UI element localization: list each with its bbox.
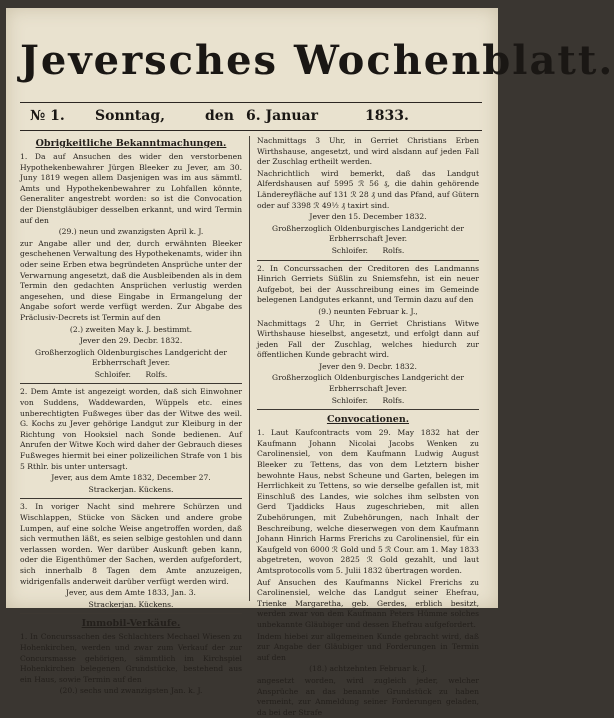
notice-signature: Schloifer. Rolfs. [94,369,168,379]
section-heading: Obrigkeitliche Bekanntmachungen. [35,138,227,149]
dateline-rule [20,130,482,131]
left-column [20,136,242,696]
notice-term: (29.) neun und zwanzigsten April k. J. [58,227,204,237]
notice-paragraph: Nachrichtlich wird bemerkt, daß das Landgut Alferdshausen auf 5995 ℛ 56 ₰, die dahin gehörende Ländereyfläche auf 131 ℛ 28 ₰ und das Pfand, auf Gütern oder auf 3398 ℛ 49½ ₰ taxirt sind. [257,168,479,210]
notice-date: Jever den 9. Decbr. 1832. [319,361,417,371]
notice-date: Jever, aus dem Amte 1832, December 27. [51,473,211,483]
notice-term: (18.) achtzehnten Februar k. J. [309,664,427,674]
separator [20,383,242,384]
separator [20,498,242,499]
notice-paragraph: 2. In Concurssachen der Creditoren des Landmanns Hinrich Gerriets Süßlin zu Sniemsfehn, ist ein neuer Aufgebot, bei der Ausschreibung eines im Gemeinde belegenen Landgutes erkannt, und Termin dazu auf den [257,263,479,305]
notice-paragraph: 1. Laut Kaufcontracts vom 29. May 1832 hat der Kaufmann Johann Nicolai Jacobs Wenken zu Carolinensiel, von dem Kaufmann Ludwig August Bleeker zu Tettens, das von dem Letztern bisher bewohnte Haus, nebst Scheune und Garten, belegen im Herrlichkeit zu Tettens, so wie derselbe gefallen ist, mit Einschluß des Landes, wie solches ihm selbsten von Gerd Tjaddicks Haus zugeschrieben, mit allen Zubehörungen, mit Zubehörungen, nach Inhalt der Beschreibung, welche dieserwegen von dem Kaufmann Johann Hinrich Harms Frerichs zu Carolinensiel, für ein Kaufgeld von 6000 ℛ Gold und 5 ℛ Cour. am 1. May 1833 abgetreten, wovon 2825 ℛ Gold gezahlt, und laut Amtsprotocolls vom 5. Julii 1832 übertragen worden. [257,428,479,575]
notice-paragraph: 2. Dem Amte ist angezeigt worden, daß sich Einwohner von Suddens, Waddewarden, Wüppels etc. eines unberechtigten Fußweges über das der Witwe des weil. G. Kochs zu Jever gehörige Landgut zur Kleiburg in der Richtung von Hooksiel nach Sonde bedienen. Auf Anrufen der Witwe Koch wird daher der Gebrauch dieses Fußweges hiermit bei einer polizeilichen Strafe von 1 bis 5 Rthlr. bis unter untersagt. [20,387,242,471]
notice-term: (2.) zweiten May k. J. bestimmt. [69,324,193,334]
notice-signature: Strackerjan. Kückens. [88,484,174,494]
notice-paragraph: Nachmittags 3 Uhr, in Gerriet Christians Erben Wirthshause, angesetzt, und wird alsdann auf jeden Fall der Zuschlag ertheilt werden. [257,136,479,167]
notice-date: Jever den 29. Decbr. 1832. [79,336,183,346]
section-heading: Convocationen. [326,414,410,426]
notice-paragraph: 1. In Concurssachen des Schlachters Mechael Wiesen zu Hohenkirchen, werden und zwar zum Verkauf der zur Concursmasse gehörigen, sämmtlich im Kirchspiel Hohenkirchen belegenen Grundstücke, bestehend aus ein Haus, sowie Termin auf den [20,632,242,684]
notice-date: Jever den 15. December 1832. [309,212,427,222]
separator [257,409,479,410]
notice-term: (9.) neunten Februar k. J., [318,306,418,316]
notice-paragraph: Nachmittags 2 Uhr, in Gerriet Christians Witwe Wirthshause hieselbst, angesetzt, und erfolgt dann auf jeden Fall der Zuschlag, welches hiedurch zur öffentlichen Kunde gebracht wird. [257,318,479,360]
notice-authority: Großherzoglich Oldenburgisches Landgericht der Erbherrschaft Jever. [272,373,464,394]
notice-paragraph: 1. Da auf Ansuchen des wider den verstorbenen Hypothekenbewahrer Jürgen Bleeker zu Jever, am 30. Juny 1819 wegen allem Dasjenigen was im aus sämmtl. Amts und Hypothekenbewahrer zu Lohfallen könnte, Generaliter angestrebt worden: so ist die Convocation der Dienstgläubiger desselben erkannt, und wird Termin auf den [20,152,242,225]
issue-date: 6. Januar [246,108,318,124]
notice-date: Jever, aus dem Amte 1833, Jan. 3. [66,588,196,598]
notice-signature: Strackerjan. Kückens. [88,599,174,609]
issue-den: den [205,108,234,124]
separator [20,613,242,614]
issue-number: № 1. [30,108,65,124]
notice-paragraph: 3. In voriger Nacht sind mehrere Schürzen und Wischlappen, Stücke von Säcken und andere grobe Lumpen, auf eine solche Weise angetroffen worden, daß sich vermuthen läßt, es seien selbige gestohlen und dann verlassen worden. Wer darüber Auskunft geben kann, oder die Eigenthümer der Sachen, werden aufgefordert, sich innerhalb 8 Tagen dem Amte anzuzeigen, widrigenfalls anderweit darüber verfügt werden wird. [20,502,242,586]
notice-paragraph: Indem hiebei zur allgemeinen Kunde gebracht wird, daß zur Angabe der Gläubiger und Forderungen in Termin auf den [257,631,479,662]
notice-authority: Großherzoglich Oldenburgisches Landgericht der Erbherrschaft Jever. [272,223,464,244]
masthead-rule [20,102,482,103]
separator [257,260,479,261]
right-column [257,136,479,717]
newspaper-page [6,8,614,717]
notice-paragraph: zur Angabe aller und der, durch erwähnten Bleeker geschehenen Verwaltung des Hypothekenamts, wider ihn oder seine Erben etwa begründeten Ansprüche unter der Verwarnung angesetzt, daß die Ausbleibenden als in dem Termin den gedachten Ansprüchen verlustig werden angesehen, und diese Eingabe in Ermangelung der Angabe sofort werde verfügt werden. Zur Abgabe des Präclusiv-Decrets ist Termin auf den [20,238,242,322]
dateline [20,108,482,130]
notice-authority: Großherzoglich Oldenburgisches Landgericht der Erbherrschaft Jever. [35,347,227,368]
notice-paragraph: angesetzt worden, wird zugleich jeder, welcher Ansprüche an das benannte Grundstück zu haben vermeint, zur Anmeldung seiner Forderungen geladen, da bei der Strafe [257,675,479,717]
notice-signature: Schloifer. Rolfs. [331,245,405,255]
masthead-title: Jeversches Wochenblatt. [20,37,614,84]
column-divider [249,136,250,601]
section-heading: Immobil-Verkäufe. [81,618,181,630]
notice-paragraph: Auf Ansuchen des Kaufmanns Nickel Frerichs zu Carolinensiel, welche das Landgut seiner Ehefrau, Trienke Margaretha, geb. Gerdes, erblich besitzt, werden zwar von dem Kaufmann Peters Hümme solches unbekannte Gläubiger und dessen Ehefrau aufgefordert. [257,577,479,629]
issue-year: 1833. [365,108,409,124]
issue-weekday: Sonntag, [95,108,166,124]
notice-signature: Schloifer. Rolfs. [331,395,405,405]
notice-term: (20.) sechs und zwanzigsten Jan. k. J. [59,686,203,696]
